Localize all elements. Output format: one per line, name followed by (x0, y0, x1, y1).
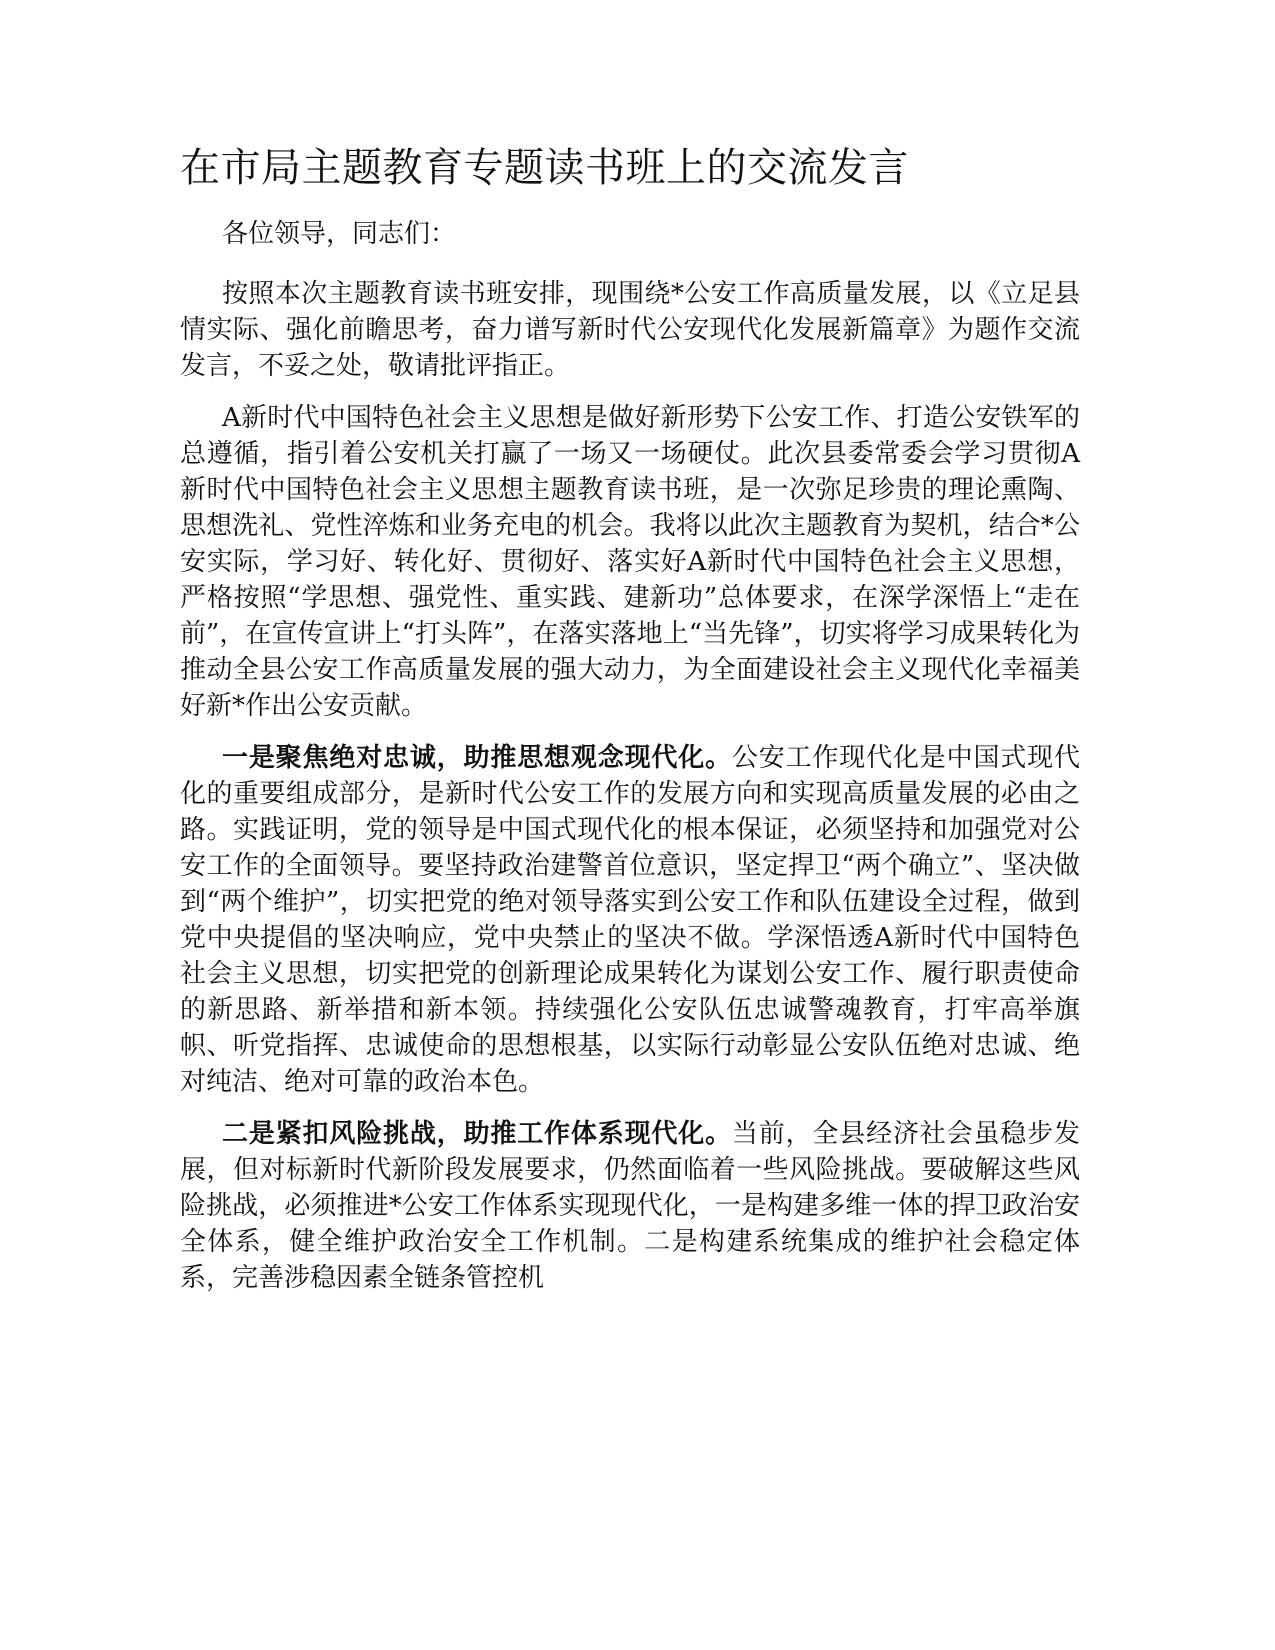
paragraph-point-two-text: 当前，全县经济社会虽稳步发展，但对标新时代新阶段发展要求，仍然面临着一些风险挑战。要破解这些风险挑战，必须推进*公安工作体系实现现代化，一是构建多维一体的捍卫政治安全体系，健全维护政治安全工作机制。二是构建系统集成的维护社会稳定体系，完善涉稳因素全链条管控机 (180, 1119, 1080, 1293)
paragraph-background (180, 400, 1080, 724)
document-title: 在市局主题教育专题读书班上的交流发言 (180, 145, 909, 191)
paragraph-point-two-heading: 二是紧扣风险挑战，助推工作体系现代化。 (222, 1119, 732, 1149)
paragraph-background-text: A新时代中国特色社会主义思想是做好新形势下公安工作、打造公安铁军的总遵循，指引着公安机关打赢了一场又一场硬仗。此次县委常委会学习贯彻A新时代中国特色社会主义思想主题教育读书班，是一次弥足珍贵的理论熏陶、思想洗礼、党性淬炼和业务充电的机会。我将以此次主题教育为契机，结合*公安实际，学习好、转化好、贯彻好、落实好A新时代中国特色社会主义思想，严格按照“学思想、强党性、重实践、建新功”总体要求，在深学深悟上“走在前”，在宣传宣讲上“打头阵”，在落实落地上“当先锋”，切实将学习成果转化为推动全县公安工作高质量发展的强大动力，为全面建设社会主义现代化幸福美好新*作出公安贡献。 (180, 403, 1080, 721)
salutation: 各位领导，同志们： (222, 219, 457, 249)
paragraph-point-two (180, 1116, 1080, 1296)
paragraph-intro-text: 按照本次主题教育读书班安排，现围绕*公安工作高质量发展，以《立足县情实际、强化前瞻思考，奋力谱写新时代公安现代化发展新篇章》为题作交流发言，不妥之处，敬请批评指正。 (180, 279, 1080, 381)
paragraph-point-one-text: 公安工作现代化是中国式现代化的重要组成部分，是新时代公安工作的发展方向和实现高质量发展的必由之路。实践证明，党的领导是中国式现代化的根本保证，必须坚持和加强党对公安工作的全面领导。要坚持政治建警首位意识，坚定捍卫“两个确立”、坚决做到“两个维护”，切实把党的绝对领导落实到公安工作和队伍建设全过程，做到党中央提倡的坚决响应，党中央禁止的坚决不做。学深悟透A新时代中国特色社会主义思想，切实把党的创新理论成果转化为谋划公安工作、履行职责使命的新思路、新举措和新本领。持续强化公安队伍忠诚警魂教育，打牢高举旗帜、听党指挥、忠诚使命的思想根基，以实际行动彰显公安队伍绝对忠诚、绝对纯洁、绝对可靠的政治本色。 (180, 743, 1080, 1097)
document-page (180, 140, 1080, 1312)
paragraph-intro (180, 276, 1080, 384)
paragraph-point-one-heading: 一是聚焦绝对忠诚，助推思想观念现代化。 (222, 743, 732, 773)
paragraph-point-one (180, 740, 1080, 1100)
